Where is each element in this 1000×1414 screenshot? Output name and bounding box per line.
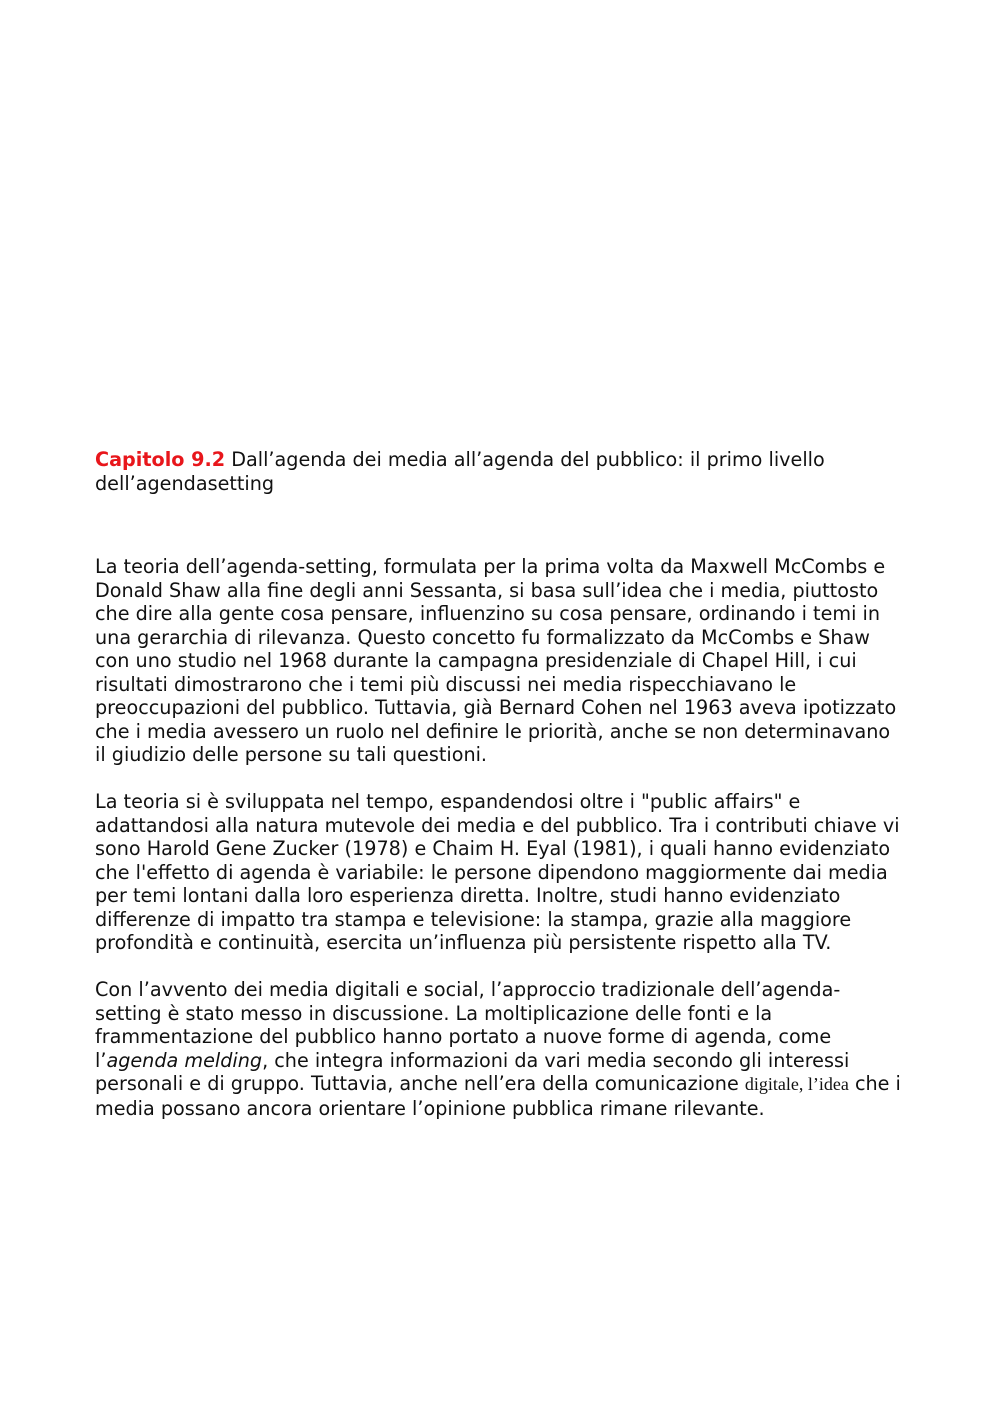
- paragraph-3-serif-run: digitale, l’idea: [744, 1074, 849, 1094]
- document-body: [95, 448, 905, 1144]
- paragraph-3: [95, 978, 905, 1120]
- paragraph-2: La teoria si è sviluppata nel tempo, espandendosi oltre i "public affairs" e adattandosi alla natura mutevole dei media e del pubblico. Tra i contributi chiave vi sono Harold Gene Zucker (1978) e Chaim H. Eyal (1981), i quali hanno evidenziato che l'effetto di agenda è variabile: le persone dipendono maggiormente dai media per temi lontani dalla loro esperienza diretta. Inoltre, studi hanno evidenziato differenze di impatto tra stampa e televisione: la stampa, grazie alla maggiore profondità e continuità, esercita un’influenza più persistente rispetto alla TV.: [95, 790, 900, 954]
- chapter-heading: [95, 448, 905, 495]
- chapter-title: Dall’agenda dei media all’agenda del pubblico: il primo livello dell’agendasetting: [95, 448, 825, 495]
- paragraph-1: La teoria dell’agenda-setting, formulata per la prima volta da Maxwell McCombs e Donald Shaw alla fine degli anni Sessanta, si basa sull’idea che i media, piuttosto che dire alla gente cosa pensare, influenzino su cosa pensare, ordinando i temi in una gerarchia di rilevanza. Questo concetto fu formalizzato da McCombs e Shaw con uno studio nel 1968 durante la campagna presidenziale di Chapel Hill, i cui risultati dimostrarono che i temi più discussi nei media rispecchiavano le preoccupazioni del pubblico. Tuttavia, già Bernard Cohen nel 1963 aveva ipotizzato che i media avessero un ruolo nel definire le priorità, anche se non determinavano il giudizio delle persone su tali questioni.: [95, 555, 897, 766]
- chapter-label: Capitolo 9.2: [95, 448, 226, 471]
- paragraph-3-text-2: , che integra informazioni da vari media secondo gli interessi personali e di gruppo. Tuttavia, anche nell’era della comunicazione: [95, 1048, 850, 1095]
- paragraph-3-text-3: che i media possano ancora orientare l’opinione pubblica rimane rilevante.: [95, 1072, 901, 1120]
- paragraph-3-text-1: Con l’avvento dei media digitali e social, l’approccio tradizionale dell’agenda-setting è stato messo in discussione. La moltiplicazione delle fonti e la frammentazione del pubblico hanno portato a nuove forme di agenda, come l’: [95, 978, 841, 1072]
- paragraph-3-italic-term: agenda melding: [106, 1048, 263, 1072]
